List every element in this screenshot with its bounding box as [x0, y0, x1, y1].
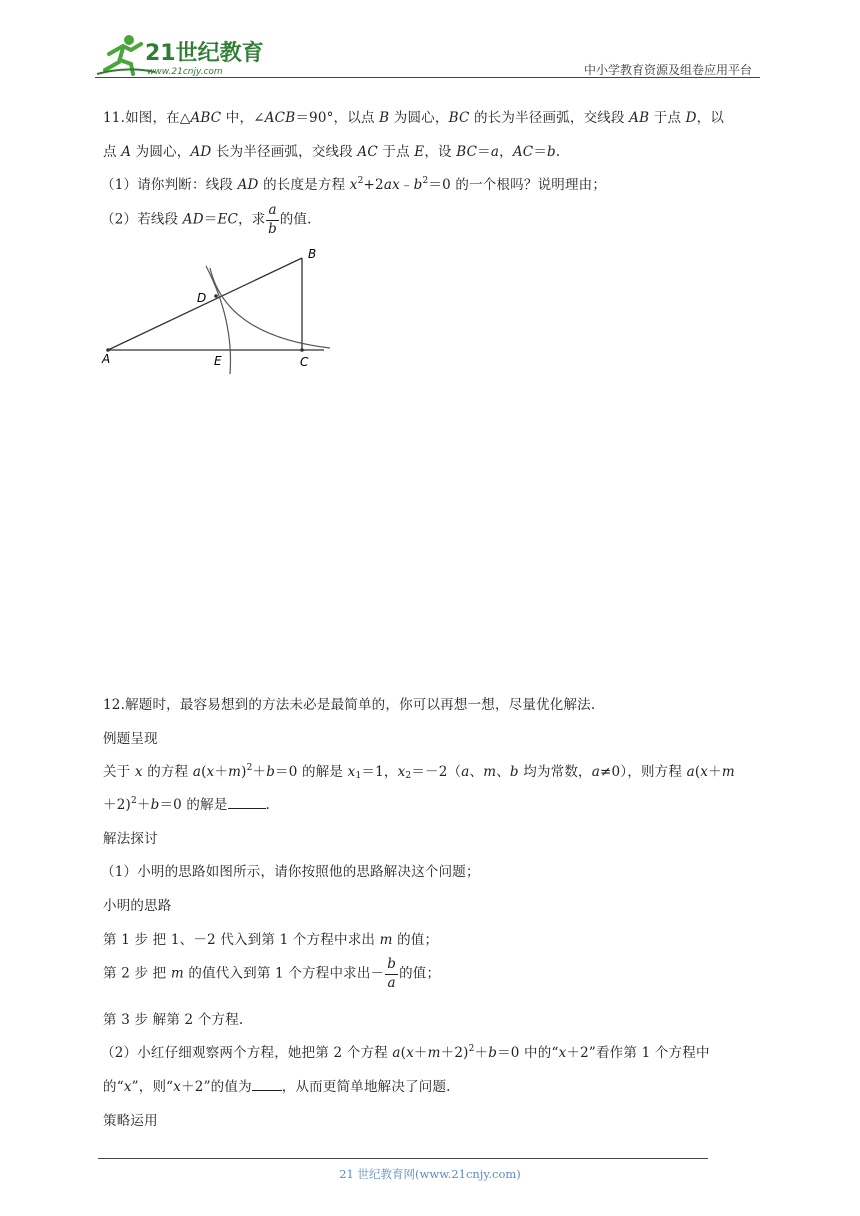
- q12-strategy-title: 策略运用: [103, 1113, 158, 1129]
- logo-url: www.21cnjy.com: [147, 67, 223, 77]
- answer-blank-2[interactable]: [252, 1078, 282, 1091]
- fraction-a-over-b: $\frac{a}{b}$: [268, 202, 278, 237]
- point-d: [214, 294, 218, 298]
- q12-xiaoming-title: 小明的思路: [103, 898, 172, 914]
- point-c: [300, 348, 304, 352]
- q12-part1: （1）小明的思路如图所示，请你按照他的思路解决这个问题；: [101, 864, 480, 880]
- geometry-figure: [98, 240, 348, 380]
- q12-part2-line2: 的“x”，则“x＋2”的值为 ，从而更简单地解决了问题.: [103, 1079, 451, 1095]
- q12-intro: 12.解题时，最容易想到的方法未必是最简单的，你可以再想一想，尽量优化解法.: [103, 697, 596, 713]
- answer-blank-1[interactable]: [228, 796, 266, 809]
- arc-centered-b: [210, 268, 330, 348]
- q12-step3: 第 3 步 解第 2 个方程.: [103, 1012, 244, 1028]
- q12-step1: 第 1 步 把 1、－2 代入到第 1 个方程中求出 m 的值；: [103, 932, 439, 948]
- label-b: B: [308, 247, 317, 261]
- fraction-b-over-a: $\frac{b}{a}$: [387, 956, 397, 991]
- q12-example-line1: 关于 x 的方程 $a(x+m)^2+b=0$ 的解是 $x_1=1$，$x_2=-2(a$、m、b 均为常数，a≠0），则方程 a(x＋m: [103, 763, 735, 781]
- footer-divider: [98, 1158, 708, 1159]
- label-e: E: [214, 354, 222, 368]
- site-logo: [95, 30, 265, 78]
- label-d: D: [197, 291, 207, 305]
- q11-part2: （2）若线段 AD＝EC，求 $\frac{a}{b}$ 的值.: [101, 202, 312, 237]
- q11-line1: 11.如图，在△ABC 中，∠ACB＝90°，以点 B 为圆心，BC 的长为半径画弧，交线段 AB 于点 D，以: [103, 110, 725, 126]
- q12-example-title: 例题呈现: [103, 731, 158, 747]
- q12-explore-title: 解法探讨: [103, 831, 158, 847]
- header-divider: [95, 77, 760, 78]
- label-a: A: [102, 352, 111, 366]
- q11-line2: 点 A 为圆心，AD 长为半径画弧，交线段 AC 于点 E，设 BC＝a，AC＝b.: [103, 144, 561, 160]
- q11-part1: （1）请你判断：线段 AD 的长度是方程 $x^2+2ax﹣b^2=0$ 的一个根吗？说明理由；: [101, 176, 607, 193]
- label-c: C: [300, 355, 309, 369]
- page-header: [95, 30, 760, 80]
- footer-text: 21 世纪教育网(www.21cnjy.com): [339, 1167, 521, 1181]
- q12-part2-line1: （2）小红仔细观察两个方程，她把第 2 个方程 $a(x+m+2)^2+b=0$ 中的“x＋2”看作第 1 个方程中: [101, 1044, 710, 1061]
- logo-text: 21世纪教育: [145, 41, 264, 66]
- q12-step2: 第 2 步 把 m 的值代入到第 1 个方程中求出－ $\frac{b}{a}$ 的值；: [103, 956, 441, 991]
- q12-example-line2: ＋2)$^2$＋b＝0 的解是 .: [103, 796, 271, 813]
- header-slogan: 中小学教育资源及组卷应用平台: [583, 63, 752, 77]
